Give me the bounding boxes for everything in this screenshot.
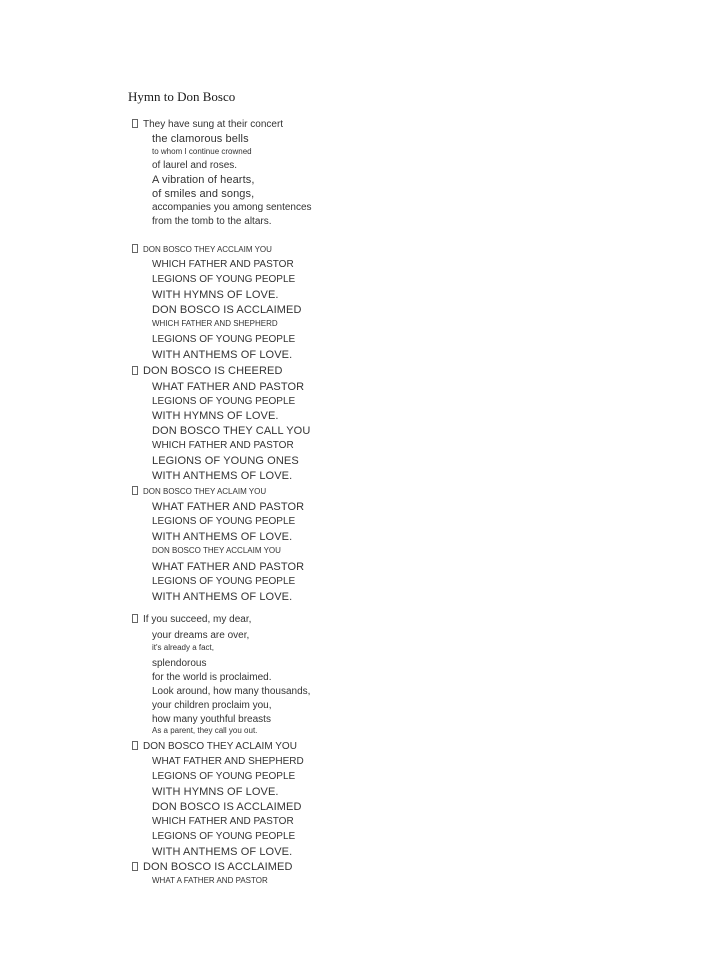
bullet-box-icon <box>132 119 138 128</box>
stanza-line: WHAT A FATHER AND PASTOR <box>152 876 268 885</box>
stanza-line: WHICH FATHER AND PASTOR <box>152 440 294 451</box>
bullet-box-icon <box>132 741 138 750</box>
stanza-first-line <box>132 119 283 130</box>
stanza-line: A vibration of hearts, <box>152 174 255 186</box>
stanza-line: WHAT FATHER AND PASTOR <box>152 501 305 513</box>
bullet-box-icon <box>132 486 138 495</box>
stanza-line: WHAT FATHER AND PASTOR <box>152 381 305 393</box>
stanza-line: Look around, how many thousands, <box>152 686 311 697</box>
stanza-first-line <box>132 486 266 496</box>
stanza-line-text: DON BOSCO THEY ACCLAIM YOU <box>143 245 272 254</box>
stanza-line: WHICH FATHER AND PASTOR <box>152 259 294 270</box>
stanza-line: WHICH FATHER AND PASTOR <box>152 816 294 827</box>
bullet-box-icon <box>132 862 138 871</box>
stanza-line: your dreams are over, <box>152 630 250 641</box>
stanza-line: DON BOSCO IS ACCLAIMED <box>152 304 302 316</box>
stanza-line: from the tomb to the altars. <box>152 216 272 227</box>
stanza-line: your children proclaim you, <box>152 700 272 711</box>
stanza-line: WITH ANTHEMS OF LOVE. <box>152 591 293 603</box>
stanza-line: LEGIONS OF YOUNG PEOPLE <box>152 274 296 285</box>
stanza-line: the clamorous bells <box>152 133 249 145</box>
stanza-line: WITH ANTHEMS OF LOVE. <box>152 846 293 858</box>
stanza-first-line <box>132 365 283 377</box>
stanza-line: for the world is proclaimed. <box>152 672 272 683</box>
stanza-line: WITH ANTHEMS OF LOVE. <box>152 470 293 482</box>
stanza-first-line <box>132 861 293 873</box>
stanza-line: WITH ANTHEMS OF LOVE. <box>152 349 293 361</box>
stanza-line: WHICH FATHER AND SHEPHERD <box>152 319 278 328</box>
stanza-line: splendorous <box>152 658 207 669</box>
stanza-line: WITH HYMNS OF LOVE. <box>152 289 279 301</box>
stanza-line: DON BOSCO IS ACCLAIMED <box>152 801 302 813</box>
stanza-line-text: If you succeed, my dear, <box>143 614 252 625</box>
stanza-line: WHAT FATHER AND PASTOR <box>152 561 305 573</box>
stanza-line: LEGIONS OF YOUNG PEOPLE <box>152 576 296 587</box>
stanza-line: of smiles and songs, <box>152 188 255 200</box>
stanza-line: DON BOSCO THEY CALL YOU <box>152 425 311 437</box>
stanza-line-text: DON BOSCO THEY ACLAIM YOU <box>143 487 267 496</box>
stanza-line: how many youthful breasts <box>152 714 271 725</box>
bullet-box-icon <box>132 366 138 375</box>
stanza-line: LEGIONS OF YOUNG PEOPLE <box>152 396 296 407</box>
stanza-first-line <box>132 741 297 752</box>
stanza-line: DON BOSCO THEY ACCLAIM YOU <box>152 546 281 555</box>
stanza-line: it's already a fact, <box>152 643 214 652</box>
stanza-first-line <box>132 614 251 625</box>
stanza-first-line <box>132 244 272 254</box>
stanza-line: of laurel and roses. <box>152 160 238 171</box>
stanza-line: LEGIONS OF YOUNG PEOPLE <box>152 334 296 345</box>
hymn-title: Hymn to Don Bosco <box>128 89 236 104</box>
stanza-line: WITH ANTHEMS OF LOVE. <box>152 531 293 543</box>
stanza-line: accompanies you among sentences <box>152 202 312 213</box>
stanza-line: WITH HYMNS OF LOVE. <box>152 410 279 422</box>
stanza-line: to whom I continue crowned <box>152 147 252 156</box>
stanza-line-text: DON BOSCO IS CHEERED <box>143 365 283 377</box>
stanza-line: As a parent, they call you out. <box>152 726 258 735</box>
stanza-line-text: They have sung at their concert <box>143 119 284 130</box>
stanza-line: LEGIONS OF YOUNG PEOPLE <box>152 771 296 782</box>
stanza-line: LEGIONS OF YOUNG PEOPLE <box>152 516 296 527</box>
bullet-box-icon <box>132 614 138 623</box>
stanza-line: WHAT FATHER AND SHEPHERD <box>152 756 304 767</box>
bullet-box-icon <box>132 244 138 253</box>
stanza-line: LEGIONS OF YOUNG ONES <box>152 455 299 467</box>
stanza-line-text: DON BOSCO THEY ACLAIM YOU <box>143 741 297 752</box>
stanza-line: LEGIONS OF YOUNG PEOPLE <box>152 831 296 842</box>
stanza-line-text: DON BOSCO IS ACCLAIMED <box>143 861 293 873</box>
stanza-line: WITH HYMNS OF LOVE. <box>152 786 279 798</box>
